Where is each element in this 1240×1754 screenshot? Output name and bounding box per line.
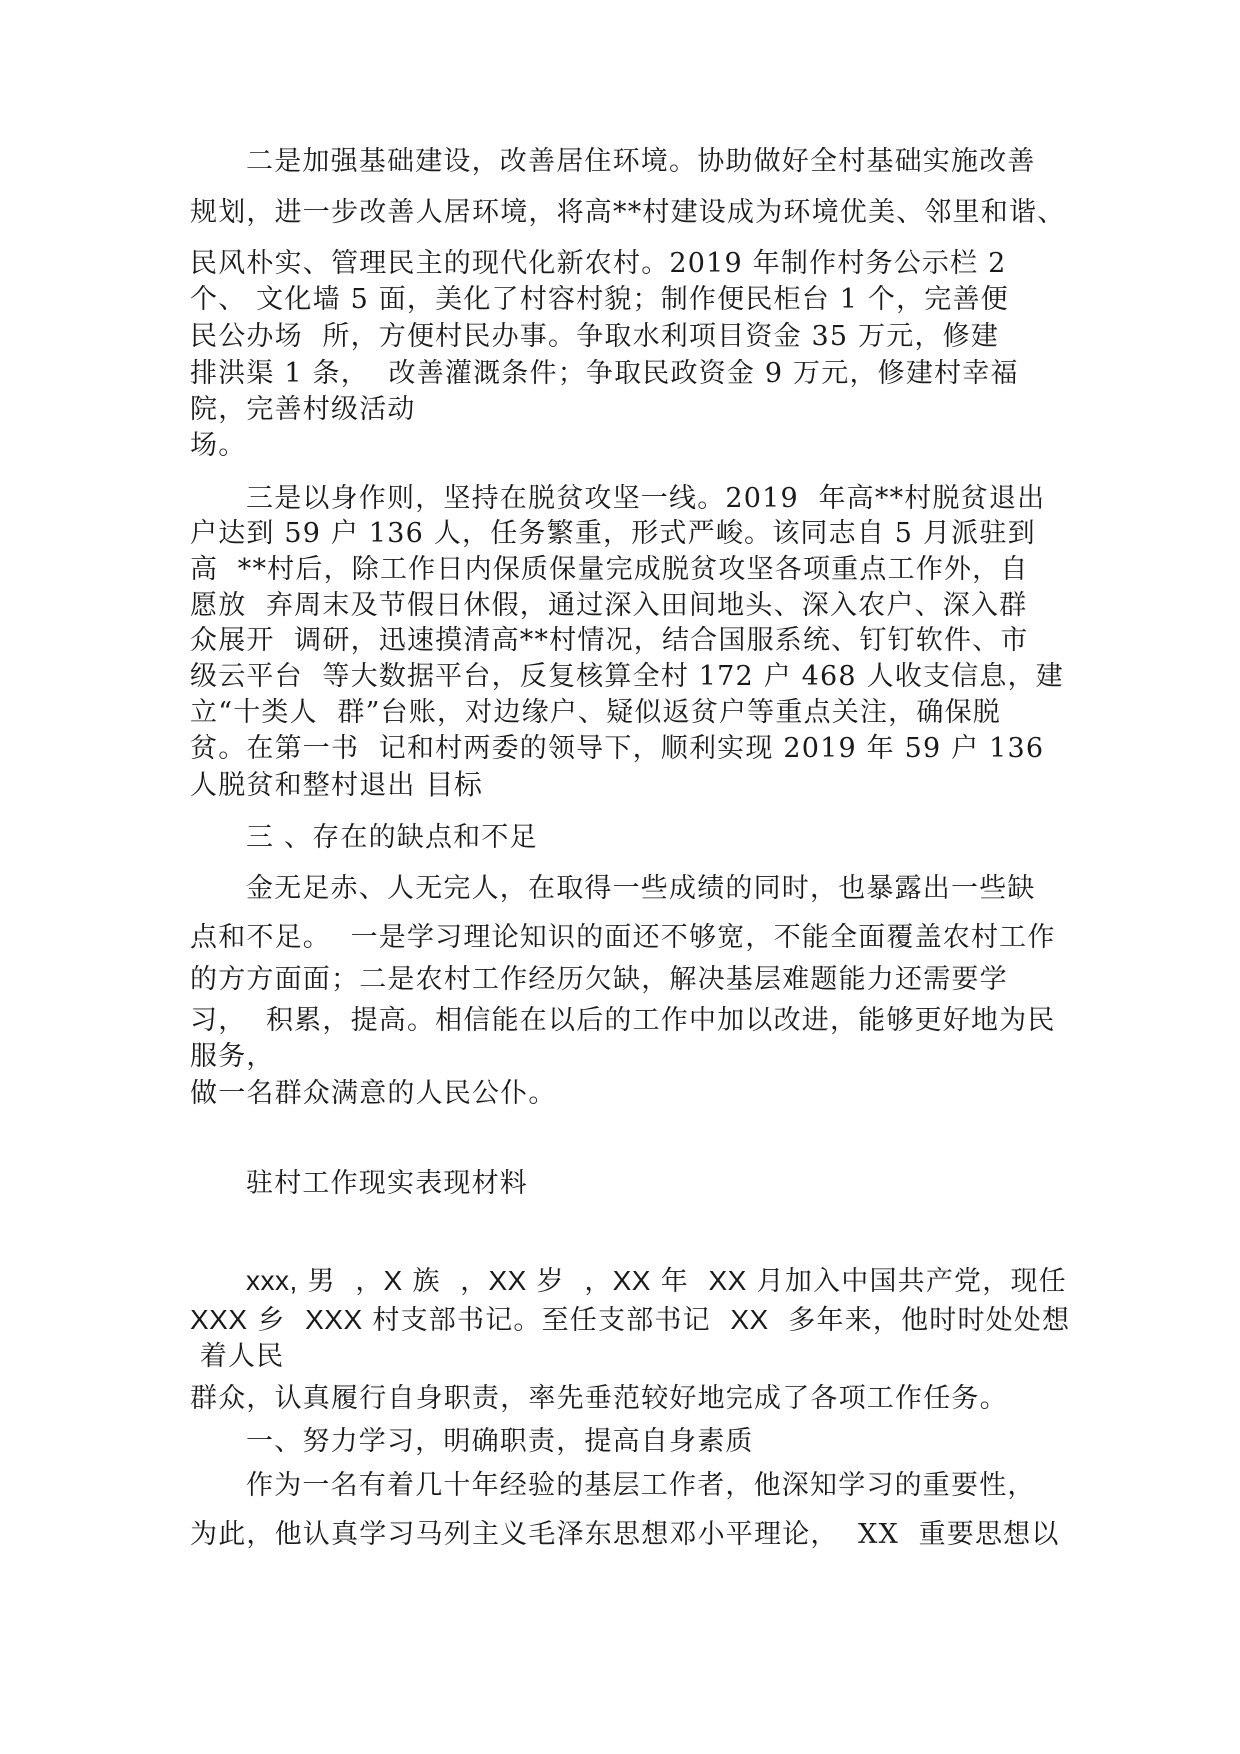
- document-title: 驻村工作现实表现材料: [246, 1168, 528, 1199]
- line-text: 多年来，他时时处处想: [768, 1305, 1071, 1336]
- section-heading: 一、努力学习，明确职责，提高自身素质: [246, 1426, 754, 1457]
- paragraph-line: 习， 积累，提高。相信能在以后的工作中加以改进，能够更好地为民: [190, 1005, 1056, 1036]
- paragraph-line: 二是加强基础建设，改善居住环境。协助做好全村基础实施改善: [246, 146, 1036, 177]
- paragraph-line: 级云平台 等大数据平台，反复核算全村 172 户 468 人收支信息，建: [190, 661, 1064, 692]
- line-text: 乡: [247, 1305, 306, 1336]
- paragraph-line: 愿放 弃周末及节假日休假，通过深入田间地头、深入农户、深入群: [190, 590, 1028, 621]
- paragraph-line: 贫。在第一书 记和村两委的领导下，顺利实现 2019 年 59 户 136: [190, 733, 1045, 764]
- paragraph-line: 民风朴实、管理民主的现代化新农村。2019 年制作村务公示栏 2: [190, 248, 1007, 279]
- paragraph-line: 高 **村后，除工作日内保质保量完成脱贫攻坚各项重点工作外，自: [190, 554, 1029, 585]
- placeholder-text: XXX: [305, 1304, 363, 1335]
- section-heading: 三 、存在的缺点和不足: [246, 822, 538, 853]
- paragraph-line: 三是以身作则，坚持在脱贫攻坚一线。2019 年高**村脱贫退出: [246, 483, 1046, 514]
- paragraph-line: 金无足赤、人无完人，在取得一些成绩的同时，也暴露出一些缺: [246, 873, 1036, 904]
- line-text-tail: 目标: [425, 769, 483, 800]
- profile-line-2: [190, 1303, 1070, 1338]
- profile-line-1: [246, 1264, 1067, 1299]
- paragraph-line: 的方方面面；二是农村工作经历欠缺，解决基层难题能力还需要学: [190, 964, 1008, 995]
- paragraph-line: 排洪渠 1 条， 改善灌溉条件；争取民政资金 9 万元，修建村幸福: [190, 358, 1019, 389]
- paragraph-line: [190, 768, 482, 803]
- paragraph-line: 场。: [190, 430, 247, 461]
- paragraph-line: 服务，: [190, 1041, 275, 1072]
- paragraph-line: 立“十类人 群”台账，对边缘户、疑似返贫户等重点关注，确保脱: [190, 697, 1001, 728]
- line-text: 岁 ，: [526, 1266, 613, 1297]
- paragraph-line: 点和不足。 一是学习理论知识的面还不够宽，不能全面覆盖农村工作: [190, 922, 1056, 953]
- placeholder-text: XX: [730, 1304, 769, 1335]
- paragraph-line: 户达到 59 户 136 人，任务繁重，形式严峻。该同志自 5 月派驻到: [190, 518, 1036, 549]
- placeholder-text: XXX: [190, 1304, 248, 1335]
- line-text: 年: [650, 1266, 709, 1297]
- paragraph-line: 规划，进一步改善人居环境，将高**村建设成为环境优美、邻里和谐、: [190, 197, 1066, 228]
- paragraph-line: 个、 文化墙 5 面，美化了村容村貌；制作便民柜台 1 个，完善便: [190, 284, 1009, 315]
- line-text: 人脱贫和整村退出: [190, 770, 426, 801]
- line-text: 男 ，: [297, 1266, 384, 1297]
- placeholder-text: XX: [488, 1265, 527, 1296]
- placeholder-text: xxx,: [246, 1265, 298, 1296]
- paragraph-line: 院，完善村级活动: [190, 394, 416, 425]
- placeholder-text: XX: [612, 1265, 651, 1296]
- profile-line: 群众，认真履行自身职责，率先垂范较好地完成了各项工作任务。: [190, 1383, 1008, 1414]
- paragraph-line: 做一名群众满意的人民公仆。: [190, 1078, 557, 1109]
- paragraph-line: 众展开 调研，迅速摸清高**村情况，结合国服系统、钉钉软件、市: [190, 625, 1029, 656]
- profile-line: 着人民: [190, 1341, 285, 1372]
- placeholder-text: X: [383, 1265, 403, 1296]
- paragraph-line: 民公办场 所，方便村民办事。争取水利项目资金 35 万元，修建: [190, 321, 1000, 352]
- paragraph-line: 为此，他认真学习马列主义毛泽东思想邓小平理论， XX 重要思想以: [190, 1519, 1060, 1550]
- paragraph-line: 作为一名有着几十年经验的基层工作者，他深知学习的重要性，: [246, 1470, 1036, 1501]
- line-text: 族 ，: [402, 1266, 489, 1297]
- line-text: 村支部书记。至任支部书记: [362, 1305, 731, 1336]
- placeholder-text: XX: [708, 1265, 747, 1296]
- line-text: 月加入中国共产党，现任: [746, 1266, 1067, 1297]
